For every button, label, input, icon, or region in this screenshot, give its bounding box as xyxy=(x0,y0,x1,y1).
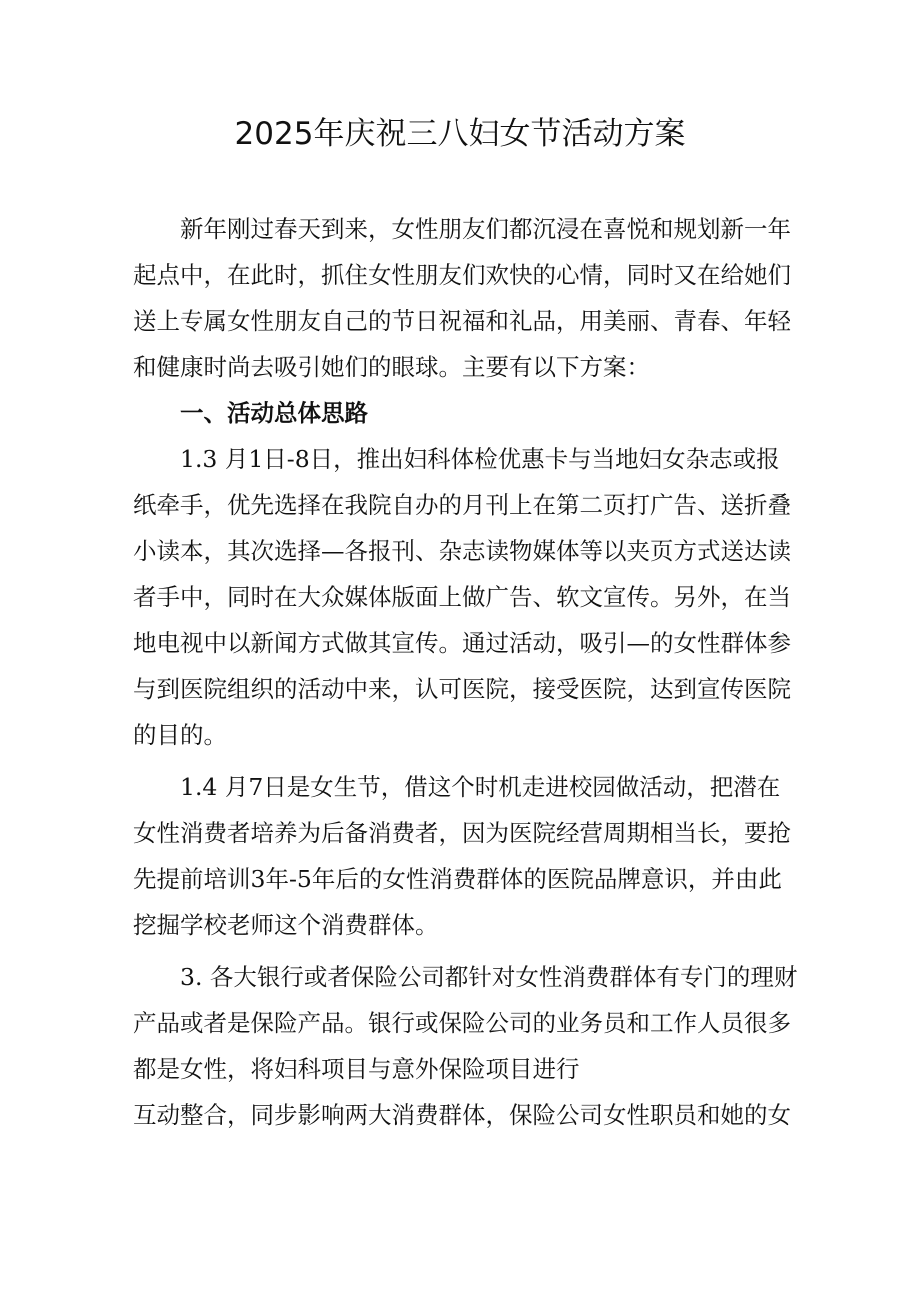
paragraph-line: 纸牵手，优先选择在我院自办的月刊上在第二页打广告、送折叠 xyxy=(133,491,791,519)
paragraph-line: 新年刚过春天到来，女性朋友们都沉浸在喜悦和规划新一年 xyxy=(180,215,791,243)
paragraph-line: 起点中，在此时，抓住女性朋友们欢快的心情，同时又在给她们 xyxy=(133,261,791,289)
paragraph-line: 挖掘学校老师这个消费群体。 xyxy=(133,911,439,939)
paragraph-line: 1.4 月7日是女生节，借这个时机走进校园做活动，把潜在 xyxy=(180,773,781,801)
paragraph-line: 先提前培训3年-5年后的女性消费群体的医院品牌意识，并由此 xyxy=(133,865,782,893)
paragraph-line: 地电视中以新闻方式做其宣传。通过活动，吸引—的女性群体参 xyxy=(133,629,791,657)
paragraph-line: 3. 各大银行或者保险公司都针对女性消费群体有专门的理财 xyxy=(180,963,798,991)
paragraph-line: 送上专属女性朋友自己的节日祝福和礼品，用美丽、青春、年轻 xyxy=(133,307,791,335)
paragraph-line: 者手中，同时在大众媒体版面上做广告、软文宣传。另外，在当 xyxy=(133,583,791,611)
paragraph-line: 产品或者是保险产品。银行或保险公司的业务员和工作人员很多 xyxy=(133,1009,791,1037)
section-heading: 一、活动总体思路 xyxy=(180,399,368,427)
paragraph-line: 都是女性，将妇科项目与意外保险项目进行 xyxy=(133,1055,580,1083)
paragraph-line: 的目的。 xyxy=(133,721,227,749)
paragraph-line: 和健康时尚去吸引她们的眼球。主要有以下方案： xyxy=(133,353,650,381)
document-body xyxy=(133,206,798,1138)
document-title: 2025年庆祝三八妇女节活动方案 xyxy=(234,116,686,152)
paragraph-line: 1.3 月1日-8日，推出妇科体检优惠卡与当地妇女杂志或报 xyxy=(180,445,780,473)
paragraph-line: 互动整合，同步影响两大消费群体，保险公司女性职员和她的女 xyxy=(133,1101,791,1129)
paragraph-line: 与到医院组织的活动中来，认可医院，接受医院，达到宣传医院 xyxy=(133,675,791,703)
paragraph-line: 小读本，其次选择—各报刊、杂志读物媒体等以夹页方式送达读 xyxy=(133,537,791,565)
paragraph-line: 女性消费者培养为后备消费者，因为医院经营周期相当长，要抢 xyxy=(133,819,791,847)
